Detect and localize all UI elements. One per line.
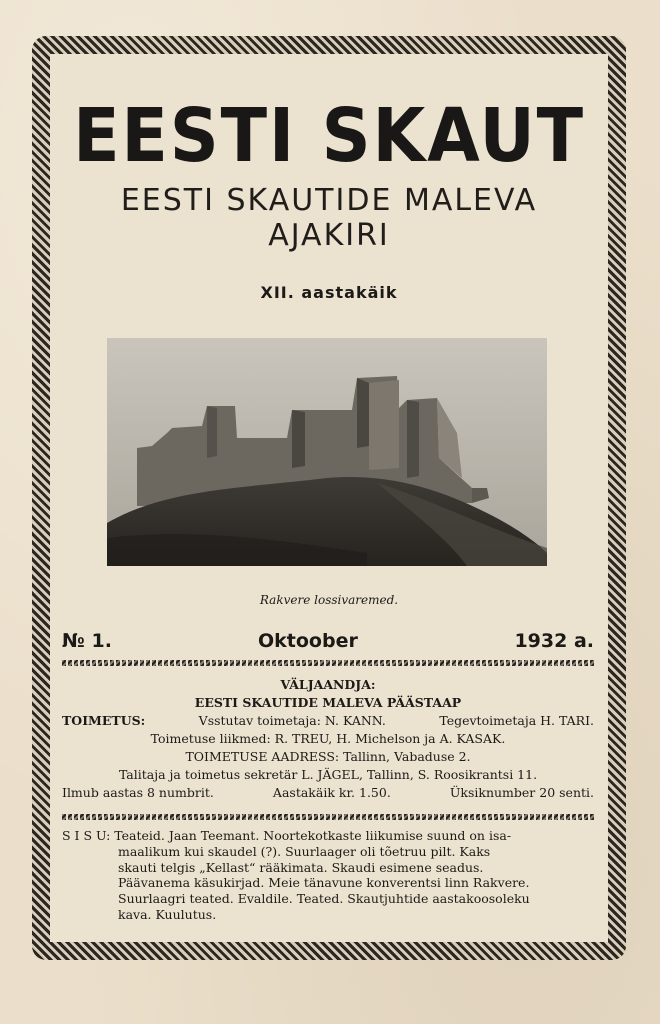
imprint-block bbox=[62, 676, 594, 802]
divider-top bbox=[62, 660, 594, 666]
contents-line: S I S U: Teateid. Jaan Teemant. Noortekotkaste liikumise suund on isa- bbox=[62, 828, 512, 843]
magazine-subtitle-line1: EESTI SKAUTIDE MALEVA bbox=[120, 183, 538, 218]
contents-line: skauti telgis „Kellast“ rääkimata. Skaudi esimene seadus. bbox=[118, 859, 484, 875]
contents-line: kava. Kuulutus. bbox=[118, 906, 217, 922]
castle-ruins-photo bbox=[107, 338, 547, 566]
contents-line: maalikum kui skaudel (?). Suurlaager oli tõetruu pilt. Kaks bbox=[118, 843, 491, 859]
editor-in-chief: Vsstutav toimetaja: N. KANN. bbox=[198, 713, 386, 728]
magazine-subtitle-line2: AJAKIRI bbox=[268, 218, 390, 253]
editorial-address: TOIMETUSE AADRESS: Tallinn, Vabaduse 2. bbox=[185, 749, 471, 764]
divider-bottom bbox=[62, 814, 594, 820]
issue-info-row bbox=[62, 630, 594, 656]
contents-line: Suurlaagri teated. Evaldile. Teated. Skautjuhtide aastakoosoleku bbox=[118, 891, 530, 907]
photo-caption: Rakvere lossivaremed. bbox=[259, 593, 399, 607]
issue-year: 1932 a. bbox=[514, 630, 594, 652]
volume-label: XII. aastakäik bbox=[260, 283, 398, 302]
managing-editor: Tegevtoimetaja H. TARI. bbox=[439, 713, 594, 728]
pricing-line bbox=[62, 784, 594, 802]
issue-number: № 1. bbox=[62, 630, 112, 652]
annual-price: Aastakäik kr. 1.50. bbox=[272, 785, 391, 800]
magazine-title: EESTI SKAUT bbox=[73, 93, 585, 179]
editorial-label: TOIMETUS: bbox=[62, 713, 146, 728]
table-of-contents bbox=[62, 828, 594, 923]
castle-ruins-illustration bbox=[107, 338, 547, 566]
issue-month: Oktoober bbox=[258, 630, 358, 652]
publisher-label: VÄLJAANDJA: bbox=[280, 677, 376, 692]
publication-frequency: Ilmub aastas 8 numbrit. bbox=[62, 785, 214, 800]
contents-line: Päävanema käsukirjad. Meie tänavune konverentsi linn Rakvere. bbox=[118, 875, 530, 891]
editorial-members: Toimetuse liikmed: R. TREU, H. Michelson ja A. KASAK. bbox=[150, 731, 506, 746]
publisher-name: EESTI SKAUTIDE MALEVA PÄÄSTAAP bbox=[194, 695, 462, 710]
secretary-line: Talitaja ja toimetus sekretär L. JÄGEL, Tallinn, S. Roosikrantsi 11. bbox=[118, 767, 538, 782]
single-issue-price: Üksiknumber 20 senti. bbox=[449, 785, 594, 800]
editorial-line bbox=[62, 712, 594, 730]
